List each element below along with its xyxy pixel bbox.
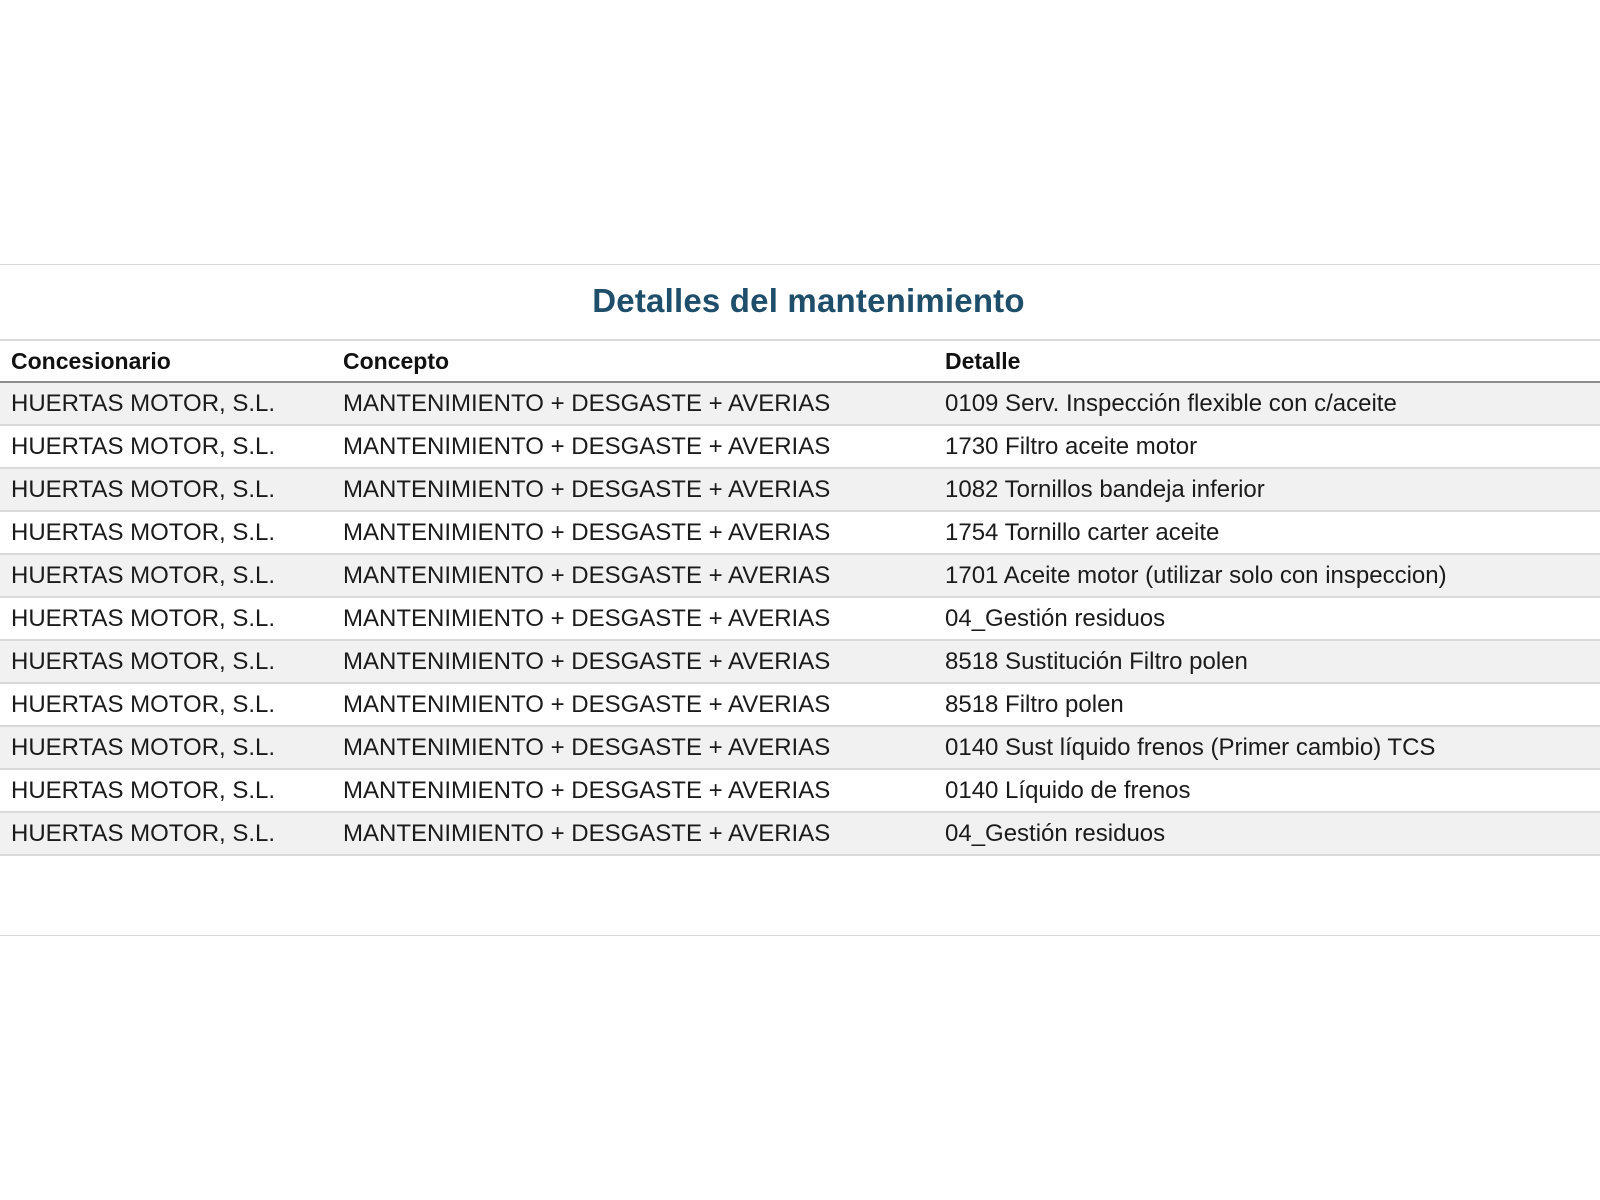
table-row [0, 727, 1600, 770]
cell-detalle: 0140 Líquido de frenos [945, 776, 1191, 804]
cell-concepto: MANTENIMIENTO + DESGASTE + AVERIAS [343, 518, 831, 546]
maintenance-details-panel [0, 264, 1600, 936]
cell-concesionario: HUERTAS MOTOR, S.L. [11, 518, 276, 546]
cell-concepto: MANTENIMIENTO + DESGASTE + AVERIAS [343, 647, 831, 675]
column-header-detalle: Detalle [945, 347, 1021, 374]
cell-detalle: 0140 Sust líquido frenos (Primer cambio) TCS [945, 733, 1436, 761]
cell-concesionario: HUERTAS MOTOR, S.L. [11, 647, 276, 675]
cell-detalle: 8518 Sustitución Filtro polen [945, 647, 1248, 675]
cell-concepto: MANTENIMIENTO + DESGASTE + AVERIAS [343, 389, 831, 417]
cell-detalle: 1082 Tornillos bandeja inferior [945, 475, 1265, 503]
table-row [0, 684, 1600, 727]
table-header-row [0, 339, 1600, 383]
cell-concesionario: HUERTAS MOTOR, S.L. [11, 776, 276, 804]
cell-concepto: MANTENIMIENTO + DESGASTE + AVERIAS [343, 604, 831, 632]
cell-concesionario: HUERTAS MOTOR, S.L. [11, 475, 276, 503]
table-row [0, 383, 1600, 426]
table-row [0, 555, 1600, 598]
cell-concesionario: HUERTAS MOTOR, S.L. [11, 819, 276, 847]
cell-concesionario: HUERTAS MOTOR, S.L. [11, 389, 276, 417]
cell-concesionario: HUERTAS MOTOR, S.L. [11, 604, 276, 632]
table-row [0, 598, 1600, 641]
cell-concepto: MANTENIMIENTO + DESGASTE + AVERIAS [343, 819, 831, 847]
cell-concepto: MANTENIMIENTO + DESGASTE + AVERIAS [343, 776, 831, 804]
cell-detalle: 8518 Filtro polen [945, 690, 1124, 718]
table-row [0, 426, 1600, 469]
cell-concepto: MANTENIMIENTO + DESGASTE + AVERIAS [343, 432, 831, 460]
cell-detalle: 0109 Serv. Inspección flexible con c/aceite [945, 389, 1397, 417]
cell-concepto: MANTENIMIENTO + DESGASTE + AVERIAS [343, 475, 831, 503]
cell-concesionario: HUERTAS MOTOR, S.L. [11, 561, 276, 589]
cell-concesionario: HUERTAS MOTOR, S.L. [11, 432, 276, 460]
panel-title: Detalles del mantenimiento [592, 282, 1025, 319]
cell-concesionario: HUERTAS MOTOR, S.L. [11, 690, 276, 718]
cell-concepto: MANTENIMIENTO + DESGASTE + AVERIAS [343, 561, 831, 589]
cell-concepto: MANTENIMIENTO + DESGASTE + AVERIAS [343, 690, 831, 718]
cell-detalle: 1701 Aceite motor (utilizar solo con inspeccion) [945, 561, 1447, 589]
cell-concepto: MANTENIMIENTO + DESGASTE + AVERIAS [343, 733, 831, 761]
table-row [0, 469, 1600, 512]
maintenance-table [0, 339, 1600, 856]
table-body [0, 383, 1600, 856]
cell-detalle: 04_Gestión residuos [945, 819, 1166, 847]
cell-detalle: 1730 Filtro aceite motor [945, 432, 1198, 460]
table-row [0, 641, 1600, 684]
table-row [0, 512, 1600, 555]
cell-detalle: 04_Gestión residuos [945, 604, 1166, 632]
cell-concesionario: HUERTAS MOTOR, S.L. [11, 733, 276, 761]
table-row [0, 770, 1600, 813]
column-header-concesionario: Concesionario [11, 347, 171, 374]
table-row [0, 813, 1600, 856]
column-header-concepto: Concepto [343, 347, 450, 374]
cell-detalle: 1754 Tornillo carter aceite [945, 518, 1220, 546]
